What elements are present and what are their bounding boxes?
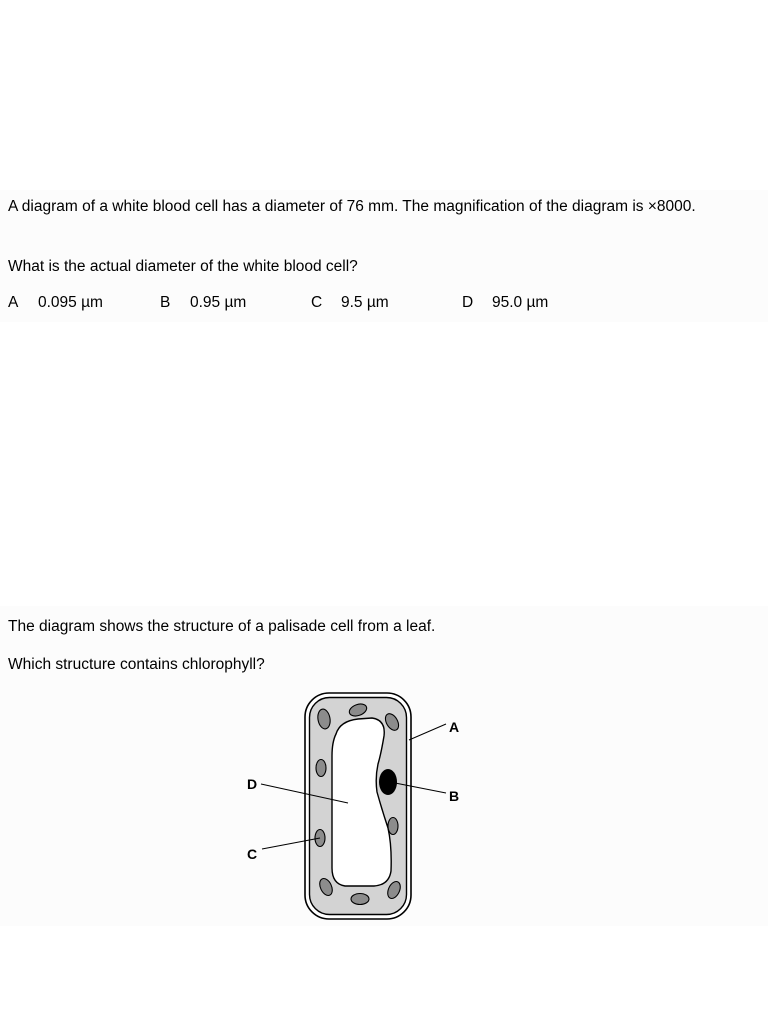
option-d-letter: D bbox=[462, 294, 474, 311]
option-d-text: 95.0 µm bbox=[492, 294, 549, 311]
option-c-letter: C bbox=[311, 294, 323, 311]
question-2-stem: The diagram shows the structure of a palisade cell from a leaf. bbox=[8, 618, 436, 635]
question-1-prompt: What is the actual diameter of the white blood cell? bbox=[8, 258, 358, 275]
chloroplast bbox=[316, 760, 326, 777]
chloroplast bbox=[351, 894, 369, 905]
label-b: B bbox=[449, 788, 460, 804]
option-c[interactable] bbox=[311, 293, 389, 313]
option-a-letter: A bbox=[8, 294, 19, 311]
option-b-text: 0.95 µm bbox=[190, 294, 247, 311]
option-b[interactable] bbox=[160, 293, 246, 313]
question-1 bbox=[0, 190, 768, 322]
question-2 bbox=[0, 606, 768, 926]
nucleus bbox=[379, 769, 397, 795]
option-a-text: 0.095 µm bbox=[38, 294, 103, 311]
label-line-a bbox=[409, 724, 446, 740]
palisade-cell-diagram bbox=[0, 606, 768, 926]
question-2-prompt: Which structure contains chlorophyll? bbox=[8, 656, 265, 673]
question-1-stem: A diagram of a white blood cell has a diameter of 76 mm. The magnification of the diagram is ×8000. bbox=[8, 198, 696, 215]
chloroplast bbox=[388, 818, 398, 835]
option-b-letter: B bbox=[160, 294, 171, 311]
option-d[interactable] bbox=[462, 293, 548, 313]
label-a: A bbox=[449, 719, 460, 735]
option-a[interactable] bbox=[8, 293, 103, 313]
option-c-text: 9.5 µm bbox=[341, 294, 389, 311]
label-c: C bbox=[247, 846, 258, 862]
label-d: D bbox=[247, 776, 258, 792]
